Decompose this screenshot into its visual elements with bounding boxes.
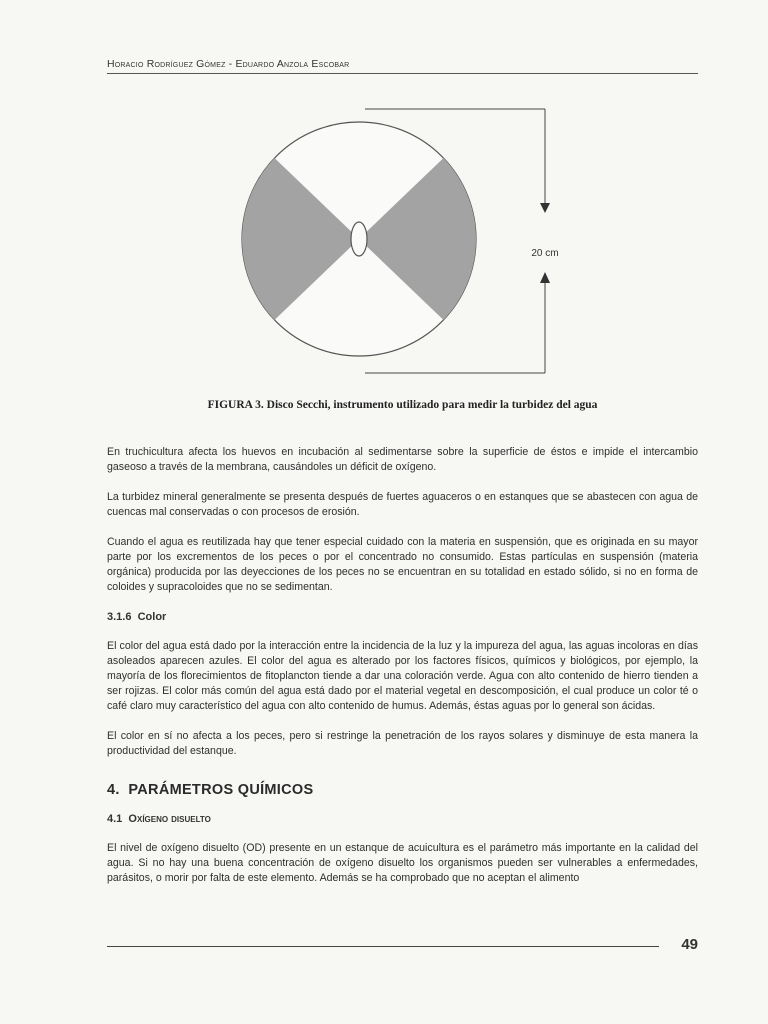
running-header: Horacio Rodríguez Gómez - Eduardo Anzola Escobar (107, 58, 350, 70)
section-number: 4. (107, 782, 120, 798)
figure-caption: FIGURA 3. Disco Secchi, instrumento utilizado para medir la turbidez del agua (207, 399, 598, 411)
page-number: 49 (681, 936, 698, 953)
header-rule (107, 73, 698, 74)
section-heading-oxygen (107, 812, 698, 827)
secchi-disk-drawing (240, 100, 580, 380)
section-title: Oxígeno disuelto (128, 813, 211, 825)
arrow-down-icon (540, 203, 550, 213)
footer-rule (107, 946, 659, 947)
paragraph: El nivel de oxígeno disuelto (OD) presente en un estanque de acuicultura es el parámetro más importante en la calidad del agua. Si no hay una buena concentración de oxígeno disuelto los organismos pueden ser vulnerables a enfermedades, parásitos, o morir por falta de este elemento. Además se ha comprobado que no aceptan el alimento (107, 842, 698, 884)
paragraph: La turbidez mineral generalmente se presenta después de fuertes aguaceros o en estanques que se abastecen con agua de cuencas mal conservadas o con procesos de erosión. (107, 491, 698, 518)
arrow-up-icon (540, 272, 550, 283)
section-heading-color (107, 610, 698, 625)
section-title: Color (137, 611, 167, 623)
disk-center-hole (351, 222, 367, 256)
paragraph: Cuando el agua es reutilizada hay que tener especial cuidado con la materia en suspensión, que es originada en su mayor parte por los excrementos de los peces o por el concentrado no consumido. Estas partículas en suspensión (materia orgánica) producida por las deyecciones de los peces no se encuentran en su totalidad en estado sólido, si no en forma de coloides y supracoloides que no se sedimentan. (107, 536, 698, 593)
paragraph: En truchicultura afecta los huevos en incubación al sedimentarse sobre la superficie de éstos e impide el intercambio gaseoso a través de la membrana, causándoles un déficit de oxígeno. (107, 446, 698, 473)
section-number: 4.1 (107, 813, 123, 825)
section-number: 3.1.6 (107, 611, 132, 623)
body-text (107, 445, 698, 901)
paragraph: El color del agua está dado por la interacción entre la incidencia de la luz y la impureza del agua, las aguas incoloras en días asoleados aparecen azules. El color del agua es alterado por los factores físicos, químicos y biológicos, por ejemplo, la mayoría de los florecimientos de fitoplancton tiende a dar una coloración verde. Agua con alto contenido de hierro tienden a ser rojizas. El color más común del agua está dado por el material vegetal en descomposición, el cual produce un color té o café claro muy característico del agua con alto contenido de humus. Además, éstas aguas por lo general son ácidas. (107, 640, 698, 712)
paragraph: El color en sí no afecta a los peces, pero si restringe la penetración de los rayos solares y disminuye de esta manera la productividad del estanque. (107, 730, 698, 757)
dimension-label: 20 cm (531, 248, 559, 259)
section-heading-chemical (107, 783, 698, 798)
secchi-disk-figure (240, 100, 580, 380)
section-title: PARÁMETROS QUÍMICOS (128, 782, 314, 798)
